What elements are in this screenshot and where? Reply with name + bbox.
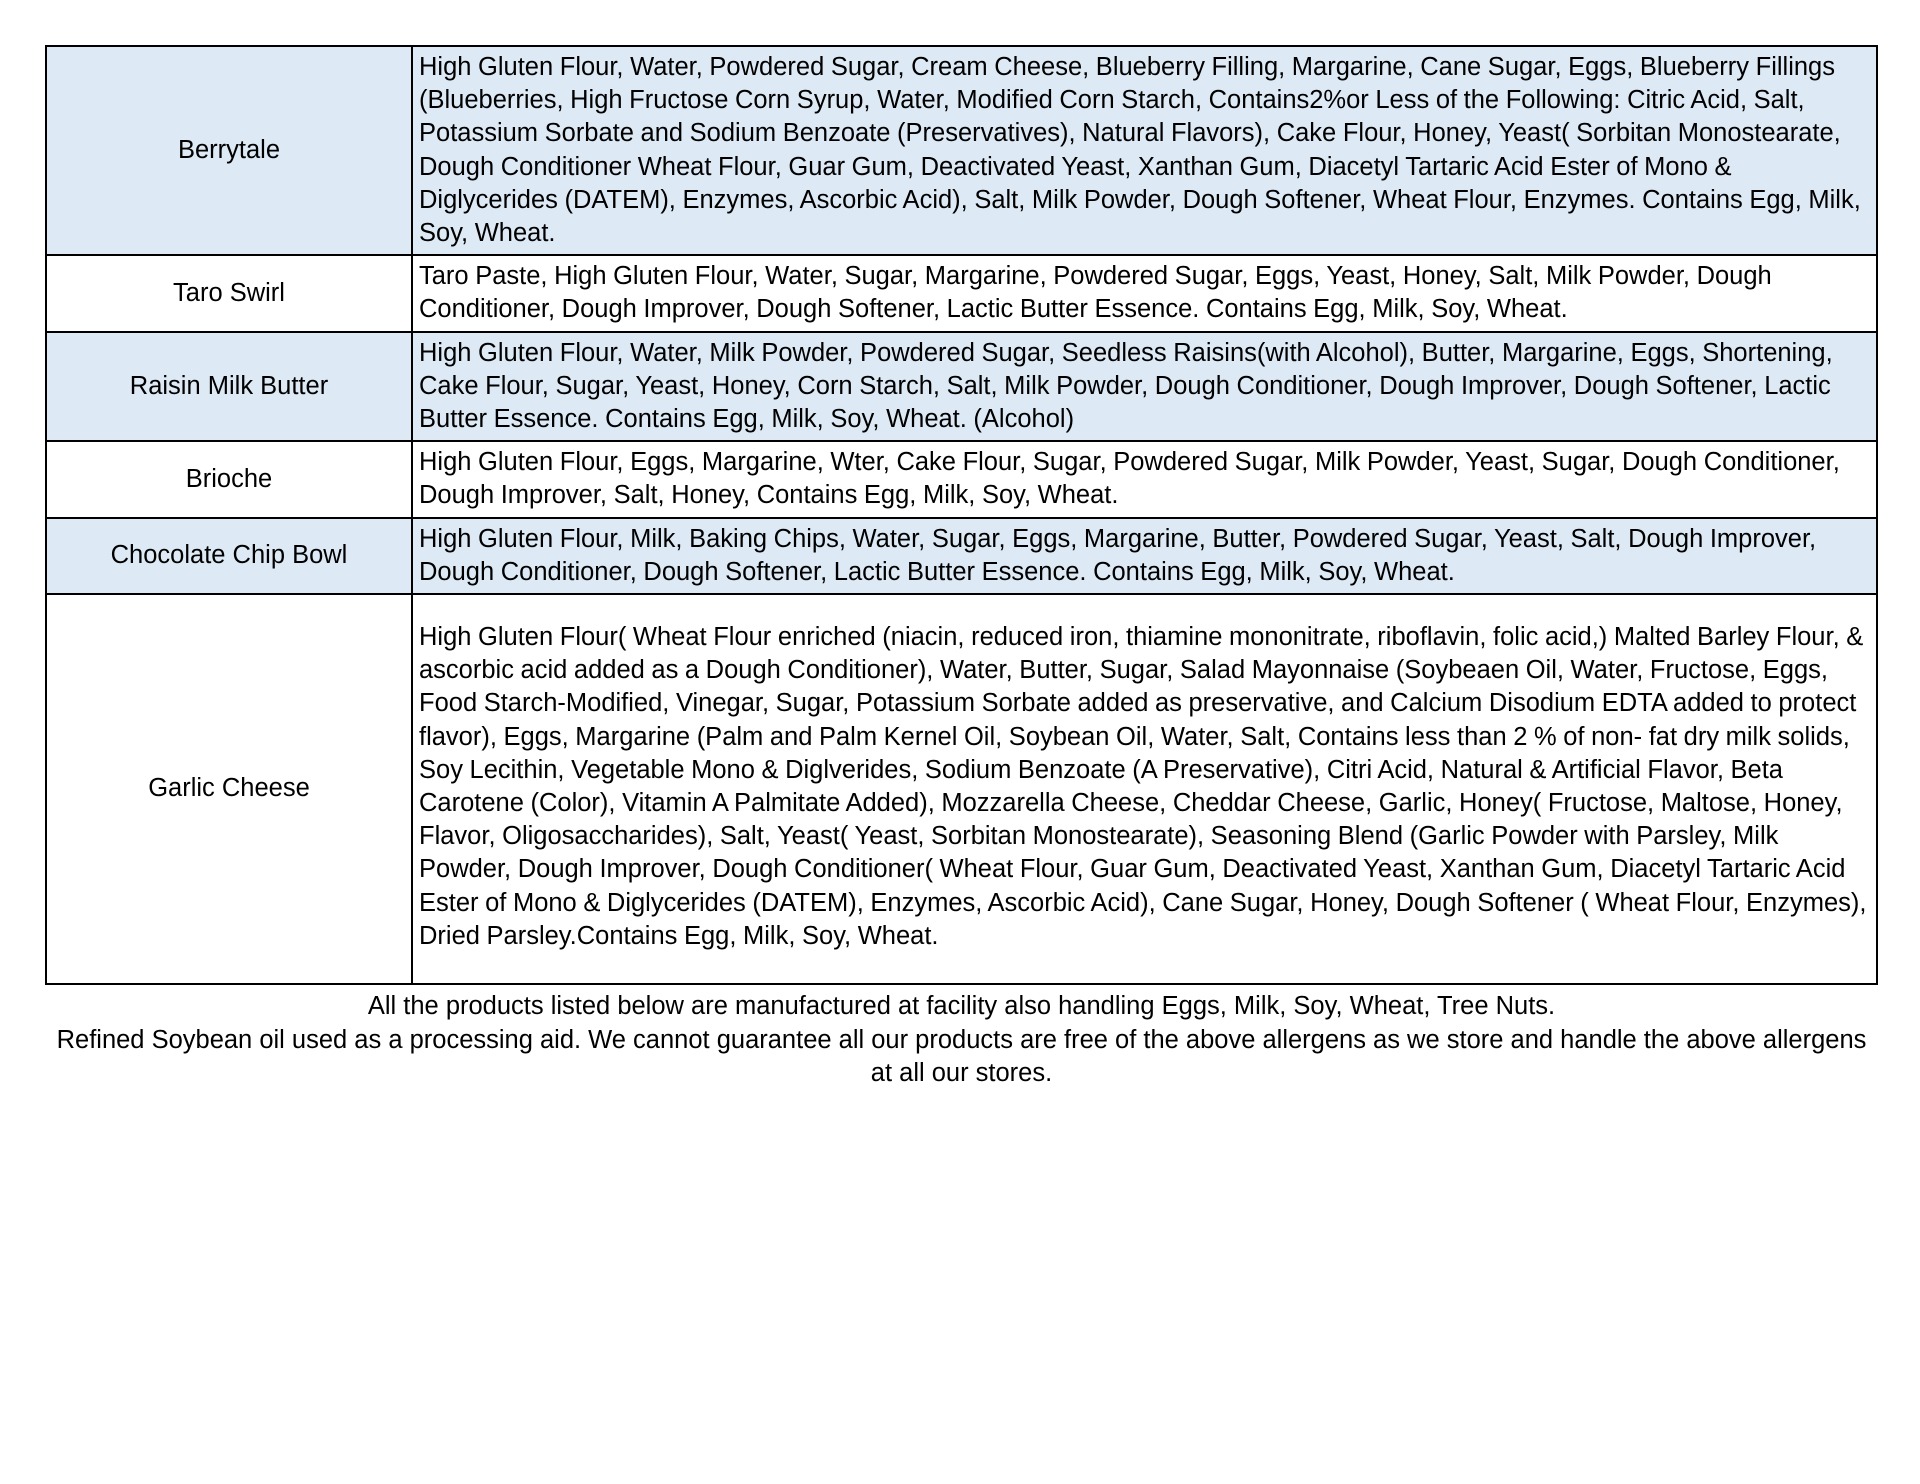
table-row: [46, 255, 1877, 331]
product-ingredients-berrytale: High Gluten Flour, Water, Powdered Sugar, Cream Cheese, Blueberry Filling, Margarine, Cane Sugar, Eggs, Blueberry Fillings (Blueberries, High Fructose Corn Syrup, Water, Modified Corn Starch, Contains2%or Less of the Following: Citric Acid, Salt, Potassium Sorbate and Sodium Benzoate (Preservatives), Natural Flavors), Cake Flour, Honey, Yeast( Sorbitan Monostearate, Dough Conditioner Wheat Flour, Guar Gum, Deactivated Yeast, Xanthan Gum, Diacetyl Tartaric Acid Ester of Mono & Diglycerides (DATEM), Enzymes, Ascorbic Acid), Salt, Milk Powder, Dough Softener, Wheat Flour, Enzymes. Contains Egg, Milk, Soy, Wheat.: [412, 46, 1877, 255]
table-row: [46, 332, 1877, 442]
table-row: [46, 441, 1877, 517]
disclaimer-line-facility: All the products listed below are manufactured at facility also handling Eggs, Milk, Soy, Wheat, Tree Nuts.: [367, 992, 1556, 1020]
table-row: [46, 518, 1877, 594]
table-row: [46, 46, 1877, 255]
disclaimer-line-soybean-oil: Refined Soybean oil used as a processing aid. We cannot guarantee all our products are free of the above allergens as we store and handle the above allergens at all our stores.: [56, 1025, 1867, 1087]
table-row: [46, 594, 1877, 984]
allergen-disclaimer: [45, 990, 1878, 1091]
product-ingredients-chocolate-chip-bowl: High Gluten Flour, Milk, Baking Chips, Water, Sugar, Eggs, Margarine, Butter, Powdered Sugar, Yeast, Salt, Dough Improver, Dough Conditioner, Dough Softener, Lactic Butter Essence. Contains Egg, Milk, Soy, Wheat.: [412, 518, 1877, 594]
product-name-garlic-cheese: Garlic Cheese: [46, 594, 412, 984]
product-ingredients-taro-swirl: Taro Paste, High Gluten Flour, Water, Sugar, Margarine, Powdered Sugar, Eggs, Yeast, Honey, Salt, Milk Powder, Dough Conditioner, Dough Improver, Dough Softener, Lactic Butter Essence. Contains Egg, Milk, Soy, Wheat.: [412, 255, 1877, 331]
product-name-chocolate-chip-bowl: Chocolate Chip Bowl: [46, 518, 412, 594]
product-name-brioche: Brioche: [46, 441, 412, 517]
product-ingredients-brioche: High Gluten Flour, Eggs, Margarine, Wter, Cake Flour, Sugar, Powdered Sugar, Milk Powder, Yeast, Sugar, Dough Conditioner, Dough Improver, Salt, Honey, Contains Egg, Milk, Soy, Wheat.: [412, 441, 1877, 517]
product-name-berrytale: Berrytale: [46, 46, 412, 255]
ingredients-table: [45, 45, 1878, 985]
product-ingredients-raisin-milk-butter: High Gluten Flour, Water, Milk Powder, Powdered Sugar, Seedless Raisins(with Alcohol), Butter, Margarine, Eggs, Shortening, Cake Flour, Sugar, Yeast, Honey, Corn Starch, Salt, Milk Powder, Dough Conditioner, Dough Improver, Dough Softener, Lactic Butter Essence. Contains Egg, Milk, Soy, Wheat. (Alcohol): [412, 332, 1877, 442]
product-ingredients-garlic-cheese: High Gluten Flour( Wheat Flour enriched (niacin, reduced iron, thiamine mononitrate, riboflavin, folic acid,) Malted Barley Flour, & ascorbic acid added as a Dough Conditioner), Water, Butter, Sugar, Salad Mayonnaise (Soybeaen Oil, Water, Fructose, Eggs, Food Starch-Modified, Vinegar, Sugar, Potassium Sorbate added as preservative, and Calcium Disodium EDTA added to protect flavor), Eggs, Margarine (Palm and Palm Kernel Oil, Soybean Oil, Water, Salt, Contains less than 2 % of non- fat dry milk solids, Soy Lecithin, Vegetable Mono & Diglverides, Sodium Benzoate (A Preservative), Citri Acid, Natural & Artificial Flavor, Beta Carotene (Color), Vitamin A Palmitate Added), Mozzarella Cheese, Cheddar Cheese, Garlic, Honey( Fructose, Maltose, Honey, Flavor, Oligosaccharides), Salt, Yeast( Yeast, Sorbitan Monostearate), Seasoning Blend (Garlic Powder with Parsley, Milk Powder, Dough Improver, Dough Conditioner( Wheat Flour, Guar Gum, Deactivated Yeast, Xanthan Gum, Diacetyl Tartaric Acid Ester of Mono & Diglycerides (DATEM), Enzymes, Ascorbic Acid), Cane Sugar, Honey, Dough Softener ( Wheat Flour, Enzymes), Dried Parsley.Contains Egg, Milk, Soy, Wheat.: [412, 594, 1877, 984]
product-name-raisin-milk-butter: Raisin Milk Butter: [46, 332, 412, 442]
product-name-taro-swirl: Taro Swirl: [46, 255, 412, 331]
